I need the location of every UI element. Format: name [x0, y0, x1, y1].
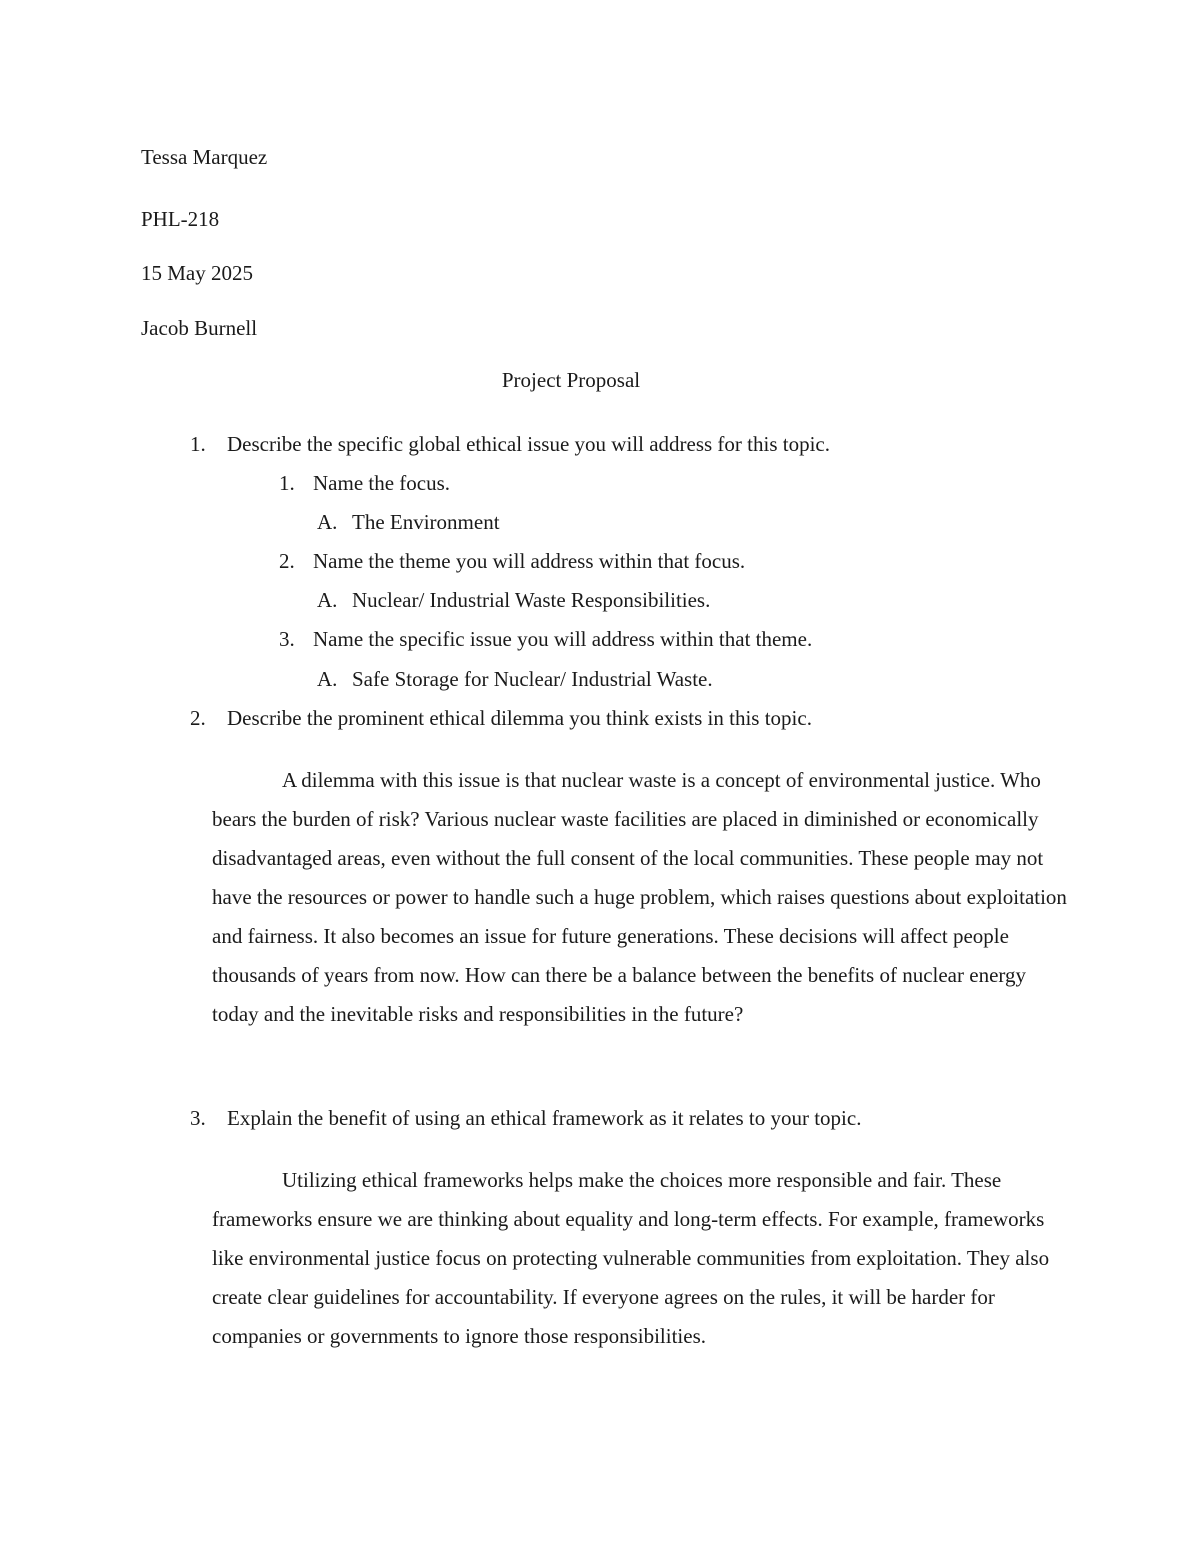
subitem-3-number: 3. — [279, 627, 295, 651]
subitem-3-answer-marker: A. — [317, 667, 338, 691]
subitem-2-text: Name the theme you will address within that focus. — [313, 549, 746, 573]
subitem-2-answer: Nuclear/ Industrial Waste Responsibilities. — [352, 588, 711, 612]
subitem-1-number: 1. — [279, 471, 295, 495]
student-name: Tessa Marquez — [141, 145, 268, 169]
course-code: PHL-218 — [141, 207, 220, 231]
question-3-answer-paragraph: Utilizing ethical frameworks helps make the choices more responsible and fair. These frameworks ensure we are thinking about equality and long-term effects. For example, frameworks like environmental justice focus on protecting vulnerable communities from exploitation. They also create clear guidelines for accountability. If everyone agrees on the rules, it will be harder for companies or governments to ignore those responsibilities. — [212, 1168, 1050, 1348]
question-2-answer-paragraph: A dilemma with this issue is that nuclear waste is a concept of environmental justice. Who bears the burden of risk? Various nuclear waste facilities are placed in diminished or economically disadvantaged areas, even without the full consent of the local communities. These people may not have the resources or power to handle such a huge problem, which raises questions about exploitation and fairness. It also becomes an issue for future generations. These decisions will affect people thousands of years from now. How can there be a balance between the benefits of nuclear energy today and the inevitable risks and responsibilities in the future? — [212, 768, 1067, 1026]
question-2-text: Describe the prominent ethical dilemma you think exists in this topic. — [227, 706, 812, 730]
subitem-3-answer: Safe Storage for Nuclear/ Industrial Waste. — [352, 667, 713, 691]
instructor-name: Jacob Burnell — [141, 316, 258, 340]
date: 15 May 2025 — [141, 261, 253, 285]
subitem-2-answer-marker: A. — [317, 588, 338, 612]
subitem-1-answer: The Environment — [352, 510, 500, 534]
subitem-3-text: Name the specific issue you will address within that theme. — [313, 627, 813, 651]
question-1-text: Describe the specific global ethical issue you will address for this topic. — [227, 432, 831, 456]
document-title: Project Proposal — [501, 368, 641, 392]
subitem-1-answer-marker: A. — [317, 510, 338, 534]
subitem-2-number: 2. — [279, 549, 295, 573]
question-2-number: 2. — [190, 706, 206, 730]
subitem-1-text: Name the focus. — [313, 471, 451, 495]
question-3-number: 3. — [190, 1106, 206, 1130]
question-3-text: Explain the benefit of using an ethical framework as it relates to your topic. — [227, 1106, 862, 1130]
question-1-number: 1. — [190, 432, 206, 456]
